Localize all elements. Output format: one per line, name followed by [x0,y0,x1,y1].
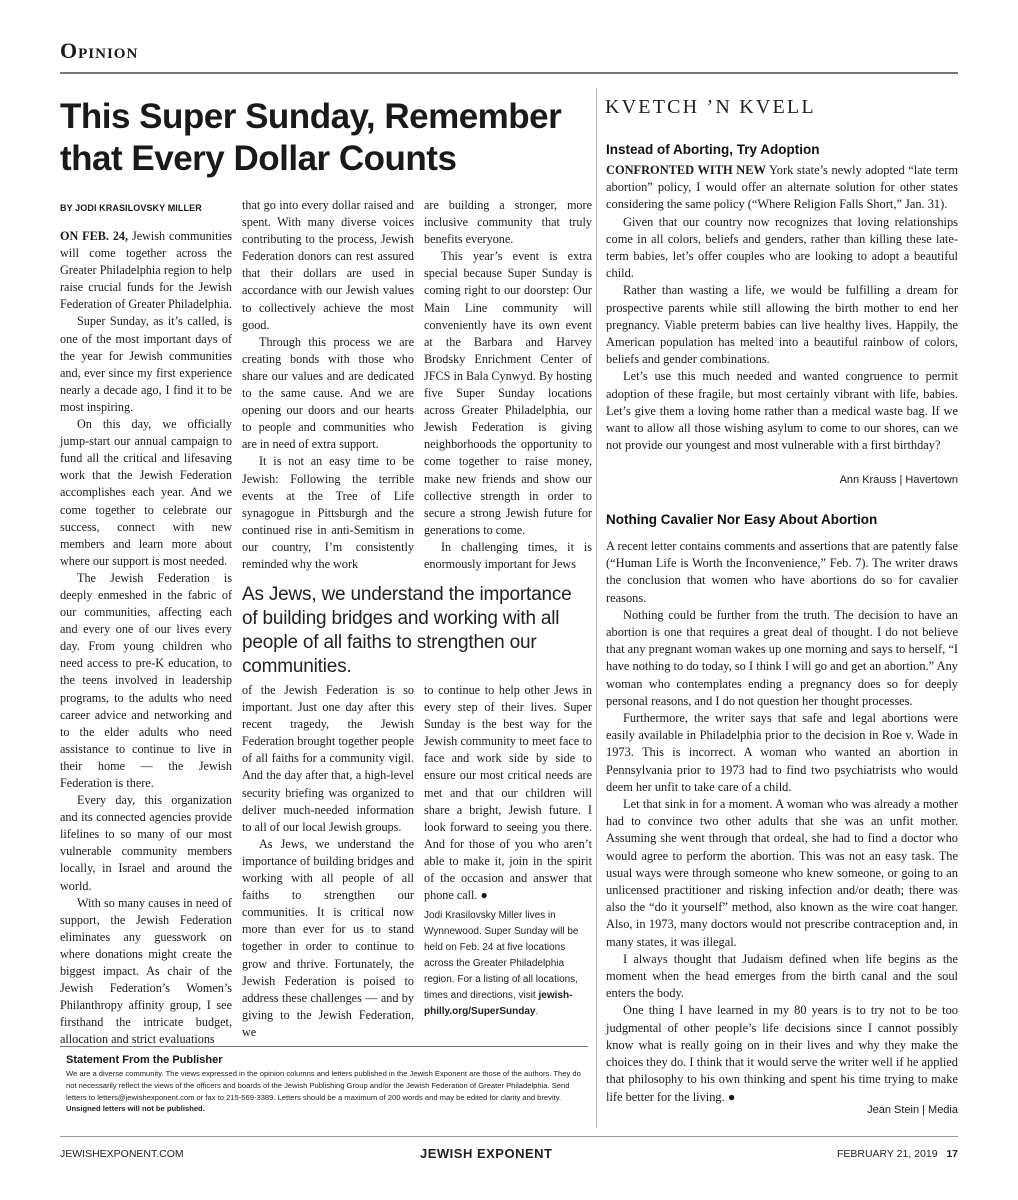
lead-in: ON FEB. 24, [60,229,129,243]
article-column-1 [60,228,232,1049]
publisher-rule [60,1046,588,1047]
paragraph-text: Nothing could be further from the truth. The decision to have an abortion is one that requires a great deal of thought. I do not believe that any pregnant woman wakes up one morning and says to herself, “I have nothing to do today, so I think I will go and get an abortion.” Any woman who contemplates ending a pregnancy does so for deeply personal reasons, and I do not question her thought processes. [606,607,959,708]
paragraph-text: With so many causes in need of support, the Jewish Federation eliminates any guesswork on where donations might create the biggest impact. As chair of the Jewish Federation’s Women’s Philanthropy affinity group, I see firsthand the intricate budget, allocation and strict evaluations [60,895,232,1047]
paragraph [242,682,414,836]
paragraph [60,570,232,792]
paragraph [242,836,414,1041]
paragraph [606,1002,958,1105]
footer-website[interactable]: JEWISHEXPONENT.COM [60,1148,184,1160]
letter-2-headline: Nothing Cavalier Nor Easy About Abortion [606,512,878,527]
paragraph [606,710,958,796]
paragraph-text: are building a stronger, more inclusive community that truly benefits everyone. [424,198,592,247]
article-column-3-bottom [424,682,592,904]
footer-date: FEBRUARY 21, 2019 17 [836,1148,958,1160]
paragraph [60,228,232,313]
paragraph-text: Super Sunday, as it’s called, is one of the most important days of the year for Jewish communities and, ever since my first experience nearly a decade ago, I find it to be most inspiring. [60,314,232,414]
paragraph [242,453,414,573]
column-title: KVETCH ’N KVELL [605,96,816,118]
paragraph-text: Rather than wasting a life, we would be fulfilling a dream for prospective parents while still allowing the birth mother to end her pregnancy. Viable preterm babies can live healthy lives. Happily, the American population has melted into a beautiful rainbow of colors, beliefs and gender combinations. [606,283,958,367]
paragraph-text: to continue to help other Jews in every step of their lives. Super Sunday is the best way for the Jewish community to meet face to face and work side by side to ensure our most critical needs are met and that our children will share a bright, Jewish future. I look forward to seeing you there. And for those of you who aren’t able to make it, join in the spirit of the occasion and answer that phone call. [424,683,592,903]
footer-paper-name: JEWISH EXPONENT [420,1146,553,1161]
letter-2-body [606,538,958,1106]
paragraph [606,796,958,951]
footer-rule [60,1136,958,1137]
publisher-statement-title: Statement From the Publisher [66,1054,223,1066]
article-column-2-bottom [242,682,414,1041]
pull-quote: As Jews, we understand the importance of building bridges and working with all people of all faiths to strengthen our communities. [242,584,572,677]
paragraph [424,539,592,573]
paragraph-text: Every day, this organization and its connected agencies provide lifelines to so many of our most vulnerable community members locally, in Israel and around the world. [60,793,232,893]
paragraph [424,248,592,539]
paragraph-text: of the Jewish Federation is so important. Just one day after this recent tragedy, the Jewish Federation brought together people of all faiths for a community vigil. And the day after that, a high-level security briefing was organized to deliver much-needed information to all of our local Jewish groups. [242,683,414,834]
paragraph [60,895,232,1049]
paragraph-text: Let that sink in for a moment. A woman who was already a mother had to convince two other adults that she was an unfit mother. Assuming she went through that ordeal, she had to find a doctor who would agree to perform the abortion. This was not an easy task. The usual ways were through someone who knew someone, or going to an unlicensed practitioner and risking infection and/or death; there was also the “do it yourself” method, also known as the wire coat hanger. Also, in 1973, many doctors would not prescribe contraception and, in many states, it was illegal. [606,797,958,949]
bio-link[interactable]: jewish-philly.org/SuperSunday [424,990,573,1017]
paragraph [606,282,958,368]
paragraph-text: One thing I have learned in my 80 years is to try not to be too judgmental of other people’s life decisions since I cannot possibly know what is really going on in their lives and why they make the choices they do. I think that it would serve the writer well if he applied that philosophy to his own thinking and spent his time trying to make life better for the living. [606,1003,958,1104]
paragraph-text: Let’s use this much needed and wanted congruence to permit adoption of these fragile, but most certainly vibrant with life, babies. Let’s give them a loving home rather than a medical waste bag. If we want to allow all those wishing asylum to come to our shores, can we not provide our youngest and most vulnerable with a first birthday? [606,369,958,453]
paragraph-text: that go into every dollar raised and spent. With many diverse voices contributing to the process, Jewish Federation donors can rest assured that their dollars are used in accordance with our Jewish values to collectively achieve the most good. [242,198,414,332]
article-headline: This Super Sunday, Remember that Every Dollar Counts [60,97,562,178]
article-column-2-top [242,197,414,573]
column-divider [596,88,597,1128]
section-title: Opinion [60,38,139,63]
paragraph-text: I always thought that Judaism defined when life begins as the moment when the head emerges from the birth canal and the soul enters the body. [606,951,958,1001]
paragraph-text: On this day, we officially jump-start our annual campaign to fund all the critical and lifesaving work that the Jewish Federation accomplishes each year. And we come together to celebrate our success, connect with new members and learn more about where our support is most needed. [60,417,232,568]
publisher-statement-text: We are a diverse community. The views expressed in the opinion columns and letters published in the Jewish Exponent are those of the authors. They do not necessarily reflect the views of the officers and boards of the Jewish Publishing Group and/or the Jewish Federation of Greater Philadelphia. Send letters to letters@jewishexponent.com or fax to 215-569-3389. Letters should be a maximum of 200 words and may be edited for clarity and brevity. Unsigned letters will not be published. [66,1069,581,1114]
letter-2-signature: Jean Stein | Media [867,1104,958,1116]
paragraph [242,334,414,454]
paragraph-text: York state’s newly adopted “late term abortion” policy, I would offer an alternate solution for other states considering the same policy (“Where Religion Falls Short,” Jan. 31). [606,163,958,212]
paragraph-text: It is not an easy time to be Jewish: Following the terrible events at the Tree of Life synagogue in Pittsburgh and the continued rise in anti-Semitism in our country, I’m consistently reminded why the work [242,454,414,571]
paragraph [606,214,958,283]
paragraph [606,951,958,1003]
paragraph [60,416,232,570]
paragraph [606,538,958,607]
paragraph-text: Furthermore, the writer says that safe and legal abortions were easily available in Philadelphia prior to the decision in Roe v. Wade in 1973. This is incorrect. A woman who wanted an abortion in Pennsylvania prior to 1973 had to find two psychiatrists who would deem her unfit to take care of a child. [606,711,958,794]
paragraph [424,682,592,904]
paragraph [60,792,232,895]
paragraph [424,197,592,248]
paragraph-text: Through this process we are creating bonds with those who share our values and are dedicated to the same cause. And we are opening our doors and our hearts to people and communities who are in need of extra support. [242,334,414,452]
page-number: 17 [946,1148,958,1160]
paragraph [606,162,958,214]
bio-text: Jodi Krasilovsky Miller lives in Wynnewood. Super Sunday will be held on Feb. 24 at five locations across the Greater Philadelphia region. For a listing of all locations, times and directions, visit [424,910,579,1001]
end-mark: ● [727,1089,736,1104]
letter-1-headline: Instead of Aborting, Try Adoption [606,142,820,157]
paragraph-text: Given that our country now recognizes that loving relationships come in all colors, beliefs and genders, rather than killing these late-term babies, let’s offer couples who are looking to adopt a beautiful child. [606,214,958,281]
letter-1-body [606,162,958,454]
byline: BY JODI KRASILOVSKY MILLER [60,203,202,213]
paragraph-text: This year’s event is extra special because Super Sunday is coming right to our doorstep: Our Main Line community will conveniently have its own event at the Barbara and Harvey Brodsky Enrichment Center of JFCS in Bala Cynwyd. By hosting five Super Sunday locations across Greater Philadelphia, our Jewish Federation is giving neighborhoods the opportunity to come together to raise money, make new friends and show our collective strength in order to secure a strong Jewish future for generations to come. [424,249,592,537]
paragraph-text: Jewish communities will come together across the Greater Philadelphia region to help raise crucial funds for the Jewish Federation of Greater Philadelphia. [60,229,232,312]
paragraph-text: The Jewish Federation is deeply enmeshed in the fabric of our communities, affecting each and every one of our lives every day. From young children who need access to pre-K education, to the teens involved in leadership programs, to the adults who need career advice and networking and to the elder adults who need assistance to continue to live in their home — the Jewish Federation is there. [60,570,232,790]
paragraph [60,313,232,416]
paragraph-text: As Jews, we understand the importance of building bridges and working with all people of all faiths to strengthen our communities. It is critical now more than ever for us to stand together in order to continue to grow and thrive. Fortunately, the Jewish Federation is poised to address these challenges — and by giving to the Jewish Federation, we [242,836,414,1039]
article-column-3-top [424,197,592,573]
lead-in: CONFRONTED WITH NEW [606,163,766,177]
end-mark: ● [480,888,488,903]
letter-1-signature: Ann Krauss | Havertown [839,474,958,486]
paragraph [242,197,414,334]
paragraph-text: In challenging times, it is enormously important for Jews [424,539,592,571]
top-rule [60,72,958,74]
paragraph-text: A recent letter contains comments and assertions that are patently false (“Human Life is Worth the Inconvenience,” Feb. 7). The writer draws the conclusion that women who have abortions do so for cavalier reasons. [606,539,958,605]
paragraph [606,368,958,454]
paragraph [606,607,958,710]
author-bio: Jodi Krasilovsky Miller lives in Wynnewood. Super Sunday will be held on Feb. 24 at five locations across the Greater Philadelphia region. For a listing of all locations, times and directions, visit jewish-philly.org/SuperSunday. [424,910,579,1017]
